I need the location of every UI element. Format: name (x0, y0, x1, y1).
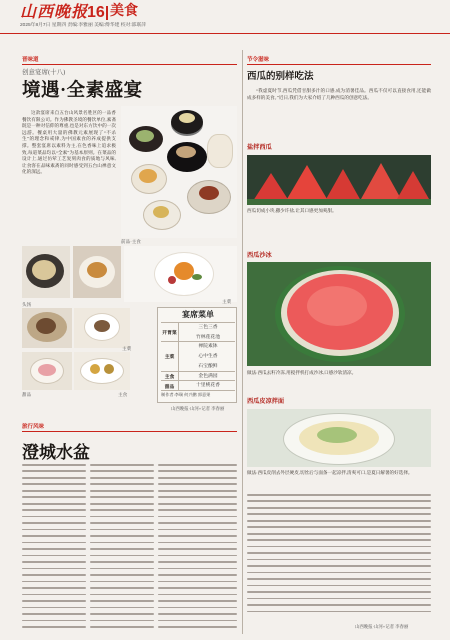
tag-underline-2 (22, 431, 237, 432)
subhead-watermelon-slush: 西瓜沙冰 (247, 252, 272, 259)
watermelon-intro: “我虚夏时节,西瓜凭借甘甜多汁的口感,成为消暑佳品。西瓜不仅可以直接食用,还能做成多样的美食。”近日,我们为大家介绍了几种西瓜的创意吃法。 (247, 88, 431, 100)
menu-credits: 制作者:李瑞 何兴鹏 郭意果 (161, 392, 211, 397)
page-number: 16 (87, 4, 105, 21)
photo-watermelon-slush (247, 262, 431, 366)
right-footer: 山西晚报·山河+记者 李春丽 (355, 624, 409, 629)
travel-headline: 澄城水盆 (22, 443, 90, 462)
dateline: 2025年8月7日 星期四 责编:李雅丽 美编:傅华建 校对:邵联萍 (20, 23, 147, 28)
column-divider (242, 50, 243, 634)
menu-item: 金色满园 (198, 373, 218, 379)
masthead-logo: 山西晚报 (20, 4, 89, 21)
menu-row (161, 342, 235, 371)
caption-slush: 做法:西瓜去籽冷冻,用搅拌机打成沙冰,口感沙软清凉。 (247, 370, 357, 375)
menu-row (161, 323, 235, 342)
subhead-salted-watermelon: 盐拌西瓜 (247, 144, 272, 151)
caption-main: 前品·主食 (121, 239, 141, 244)
masthead-divider (106, 6, 108, 20)
menu-item: 石宝酿鲜 (198, 363, 218, 369)
caption-rind: 做法:西瓜皮削去外层硬皮,切丝后与面条一起凉拌,清爽可口,是夏日解暑的好选择。 (247, 470, 413, 475)
caption-salted: 西瓜切成小块,撒少许盐,让其口感更加爽甜。 (247, 208, 337, 213)
caption-soup: 头汤 (22, 302, 32, 307)
photo-soup (22, 246, 70, 298)
column-tag-travel: 旅行风味 (22, 424, 45, 430)
caption-dessert: 甜品 (22, 392, 32, 397)
menu-item: 十里桃花香 (196, 383, 220, 389)
article-headline: 境遇·全素盛宴 (22, 81, 143, 101)
menu-title: 宴席菜单 (182, 310, 214, 319)
article-kicker: 创意宴席(十八) (22, 69, 66, 76)
photo-plated-dish (124, 246, 237, 302)
photo-dish-lower-left (22, 308, 72, 348)
column-tag-seasonal: 节令滋味 (247, 57, 270, 63)
photo-watermelon-slices (247, 155, 431, 205)
watermelon-title: 西瓜的别样吃法 (247, 72, 314, 82)
photo-main-course (73, 246, 121, 298)
menu-row (161, 381, 235, 391)
menu-item: 心中生香 (198, 354, 218, 360)
menu-item: 竹林莲花池 (196, 334, 220, 340)
caption-staple: 主食 (118, 392, 128, 397)
menu-rows (161, 322, 235, 390)
tag-underline (22, 64, 237, 65)
travel-article-col3 (158, 464, 237, 630)
menu-category: 主菜 (161, 342, 179, 371)
menu-card (157, 307, 237, 403)
menu-item: 三色三香 (198, 325, 218, 330)
subhead-rind-noodles: 西瓜皮凉拌面 (247, 398, 285, 405)
menu-row (161, 372, 235, 382)
menu-category: 开胃菜 (161, 323, 179, 342)
photo-dessert (22, 352, 72, 390)
photo-rind-noodles (247, 409, 431, 467)
menu-item: 禅院素钵 (198, 344, 218, 350)
travel-article-col2 (90, 464, 154, 630)
tag-underline-3 (247, 64, 431, 65)
rind-article-text (247, 494, 431, 620)
travel-article-col1 (22, 464, 86, 630)
masthead (0, 0, 450, 34)
menu-footer: 山西晚报·山河+记者 李春丽 (171, 406, 225, 411)
photo-dish-lower-mid (74, 308, 130, 348)
caption-mid: 主菜 (122, 346, 132, 351)
photo-staple (74, 352, 130, 390)
article-lead: 这款宴席来自五台山风景名胜区的一品香餐饮有限公司。作为佛教圣境的餐饮单位,素斋既是一种对信仰的尊重,也是对东方饮中的一次远游。餐桌用大量的佛教元素展现了“不杀生”的理念和戒律,为中国素食的养成提供支撑。整套宴席以素料为主,在色香味上追求极致,每道菜品均以“全素”为基本原则。在菜品的设计上,通过仿荤工艺复刻肉食的质地与风味,让食客在品味素斋的同时感受到五台山禅意文化的深远。 (22, 110, 116, 175)
section-title: 美食 (110, 4, 138, 19)
photo-main-dishes (121, 106, 237, 238)
menu-category: 甜品 (161, 381, 179, 391)
menu-category: 主食 (161, 372, 179, 382)
column-tag-jinweidao: 晋味道 (22, 57, 39, 63)
caption-right: 主菜 (222, 299, 232, 304)
